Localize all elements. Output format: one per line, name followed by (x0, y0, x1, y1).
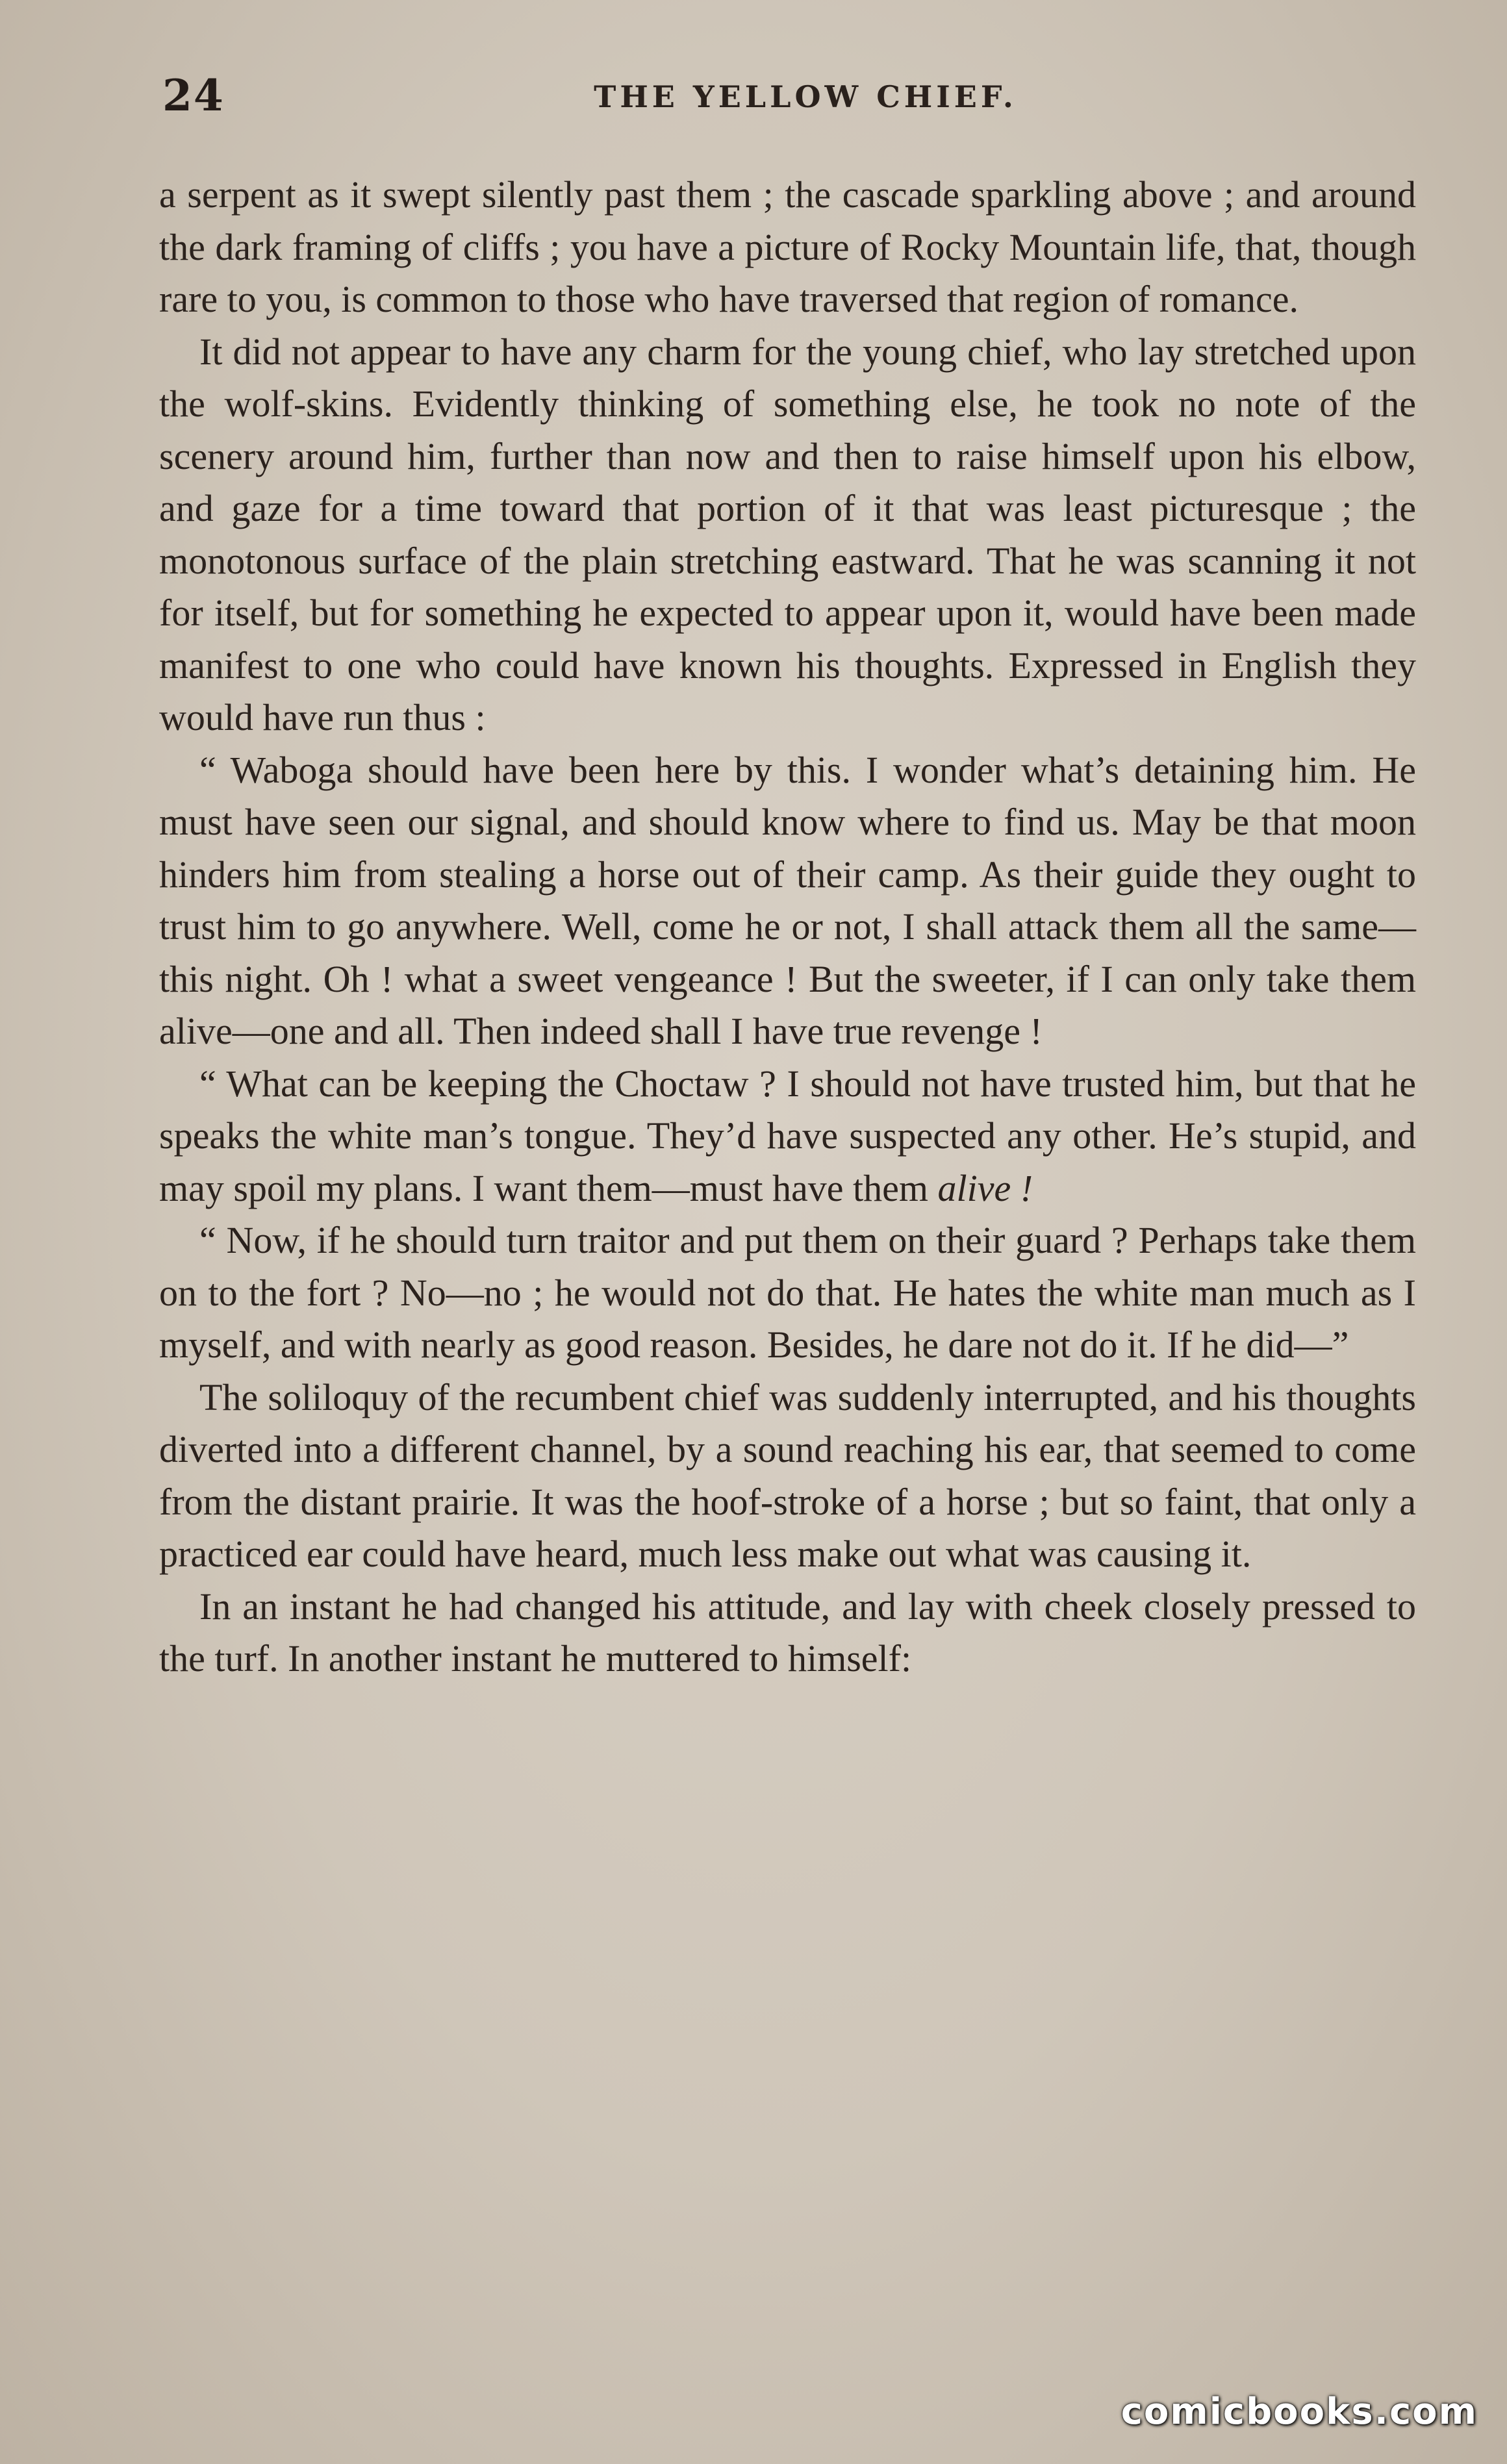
paragraph-4 (159, 1058, 1416, 1215)
paragraph-6: The soliloquy of the recumbent chief was suddenly interrupted, and his thoughts diverted into a different channel, by a sound reaching his ear, that seemed to come from the distant prairie. It was the hoof-stroke of a horse ; but so faint, that only a practiced ear could have heard, much less make out what was causing it. (159, 1376, 1416, 1575)
emphasized-word: alive ! (937, 1166, 1033, 1209)
running-title: THE YELLOW CHIEF. (594, 79, 1017, 114)
paragraph-5: “ Now, if he should turn traitor and put them on their guard ? Perhaps take them on to the fort ? No—no ; he would not do that. He hates the white man much as I myself, and with nearly as good reason. Besides, he dare not do it. If he did—” (159, 1219, 1416, 1366)
paragraph-1: a serpent as it swept silently past them ; the cascade sparkling above ; and around the dark framing of cliffs ; you have a picture of Rocky Mountain life, that, though rare to you, is common to those who have traversed that region of romance. (159, 173, 1416, 320)
paragraph-3: “ Waboga should have been here by this. I wonder what’s detaining him. He must have seen our signal, and should know where to find us. May be that moon hinders him from stealing a horse out of their camp. As their guide they ought to trust him to go anywhere. Well, come he or not, I shall attack them all the same—this night. Oh ! what a sweet vengeance ! But the sweeter, if I can only take them alive—one and all. Then indeed shall I have true revenge ! (159, 748, 1416, 1052)
body-text (159, 169, 1416, 1685)
page-number: 24 (162, 70, 225, 121)
paragraph-4-text: “ What can be keeping the Choctaw ? I should not have trusted him, but that he speaks the white man’s tongue. They’d have suspected any other. He’s stupid, and may spoil my plans. I want them—must have them (159, 1062, 1416, 1209)
paragraph-2: It did not appear to have any charm for the young chief, who lay stretched upon the wolf-skins. Evidently thinking of something else, he took no note of the scenery around him, further than now and then to raise himself upon his elbow, and gaze for a time toward that portion of it that was least picturesque ; the monotonous surface of the plain stretching eastward. That he was scanning it not for itself, but for something he expected to appear upon it, would have been made manifest to one who could have known his thoughts. Expressed in English they would have run thus : (159, 330, 1416, 738)
page-header (162, 70, 1423, 129)
paragraph-7: In an instant he had changed his attitude, and lay with cheek closely pressed to the turf. In another instant he muttered to himself: (159, 1585, 1416, 1679)
watermark-logo: comicbooks.com (1121, 2391, 1478, 2433)
